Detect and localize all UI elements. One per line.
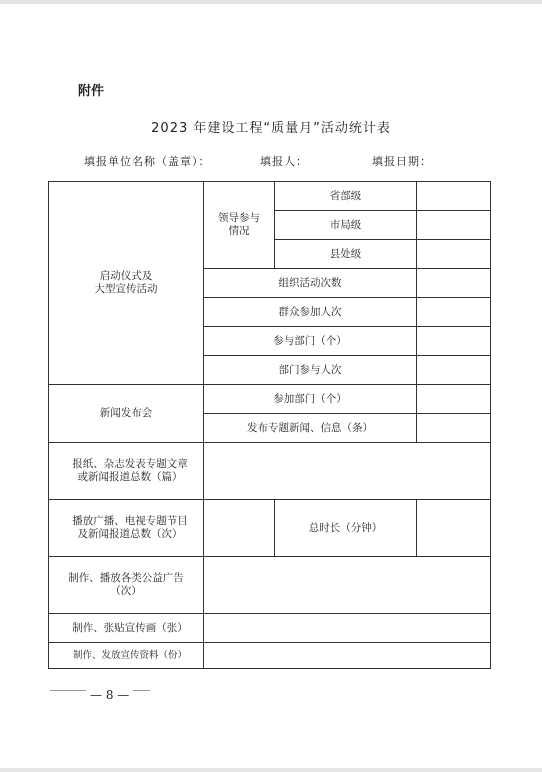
table-row — [49, 385, 491, 414]
press-departments-label: 参加部门（个） — [204, 385, 417, 414]
ads-value[interactable] — [204, 557, 491, 614]
unit-name-label: 填报单位名称（盖章）： — [84, 155, 211, 168]
table-row — [49, 614, 491, 643]
leaders-line1: 领导参与 — [218, 212, 260, 225]
leaders-line2: 情况 — [228, 225, 250, 237]
attachment-label: 附件 — [78, 84, 105, 99]
table-row — [49, 500, 491, 557]
materials-label: 制作、发放宣传资料（份） — [49, 643, 204, 669]
page-number: — 8 — — [86, 688, 133, 702]
posters-value[interactable] — [204, 614, 491, 643]
departments-involved-value[interactable] — [417, 327, 491, 356]
table-row — [49, 182, 491, 211]
date-label: 填报日期： — [372, 155, 432, 168]
press-departments-value[interactable] — [417, 385, 491, 414]
activities-count-value[interactable] — [417, 269, 491, 298]
newspaper-line1: 报纸、杂志发表专题文章 — [72, 458, 188, 471]
newspaper-label — [49, 443, 204, 500]
municipal-label: 市局级 — [275, 211, 417, 240]
newspaper-line2: 或新闻报道总数（篇） — [77, 471, 183, 483]
posters-label: 制作、张贴宣传画（张） — [49, 614, 204, 643]
public-participants-value[interactable] — [417, 298, 491, 327]
broadcast-label — [49, 500, 204, 557]
county-value[interactable] — [417, 240, 491, 269]
departments-involved-label: 参与部门（个） — [204, 327, 417, 356]
provincial-value[interactable] — [417, 182, 491, 211]
launch-line2: 大型宣传活动 — [94, 283, 158, 295]
ads-label — [49, 557, 204, 614]
activities-count-label: 组织活动次数 — [204, 269, 417, 298]
total-duration-label: 总时长（分钟） — [275, 500, 417, 557]
table-row — [49, 643, 491, 669]
statistics-table — [48, 181, 491, 669]
bottom-border — [0, 768, 542, 772]
broadcast-line2: 及新闻报道总数（次） — [77, 528, 183, 540]
press-conference-label: 新闻发布会 — [49, 385, 204, 443]
broadcast-count-value[interactable] — [204, 500, 275, 557]
total-duration-value[interactable] — [417, 500, 491, 557]
broadcast-line1: 播放广播、电视专题节目 — [72, 515, 188, 528]
department-participants-label: 部门参与人次 — [204, 356, 417, 385]
table-row — [49, 443, 491, 500]
ads-line1: 制作、播放各类公益广告 — [68, 572, 184, 585]
page-title: 2023 年建设工程“质量月”活动统计表 — [151, 121, 391, 136]
county-label: 县处级 — [275, 240, 417, 269]
department-participants-value[interactable] — [417, 356, 491, 385]
press-news-label: 发布专题新闻、信息（条） — [204, 414, 417, 443]
municipal-value[interactable] — [417, 211, 491, 240]
launch-line1: 启动仪式及 — [99, 270, 153, 283]
leaders-cell — [204, 182, 275, 269]
press-news-value[interactable] — [417, 414, 491, 443]
table-row — [49, 557, 491, 614]
filler-label: 填报人： — [260, 155, 308, 168]
materials-value[interactable] — [204, 643, 491, 669]
public-participants-label: 群众参加人次 — [204, 298, 417, 327]
top-border — [0, 0, 542, 4]
ads-line2: （次） — [110, 585, 142, 597]
launch-group-cell — [49, 182, 204, 385]
newspaper-value[interactable] — [204, 443, 491, 500]
provincial-label: 省部级 — [275, 182, 417, 211]
